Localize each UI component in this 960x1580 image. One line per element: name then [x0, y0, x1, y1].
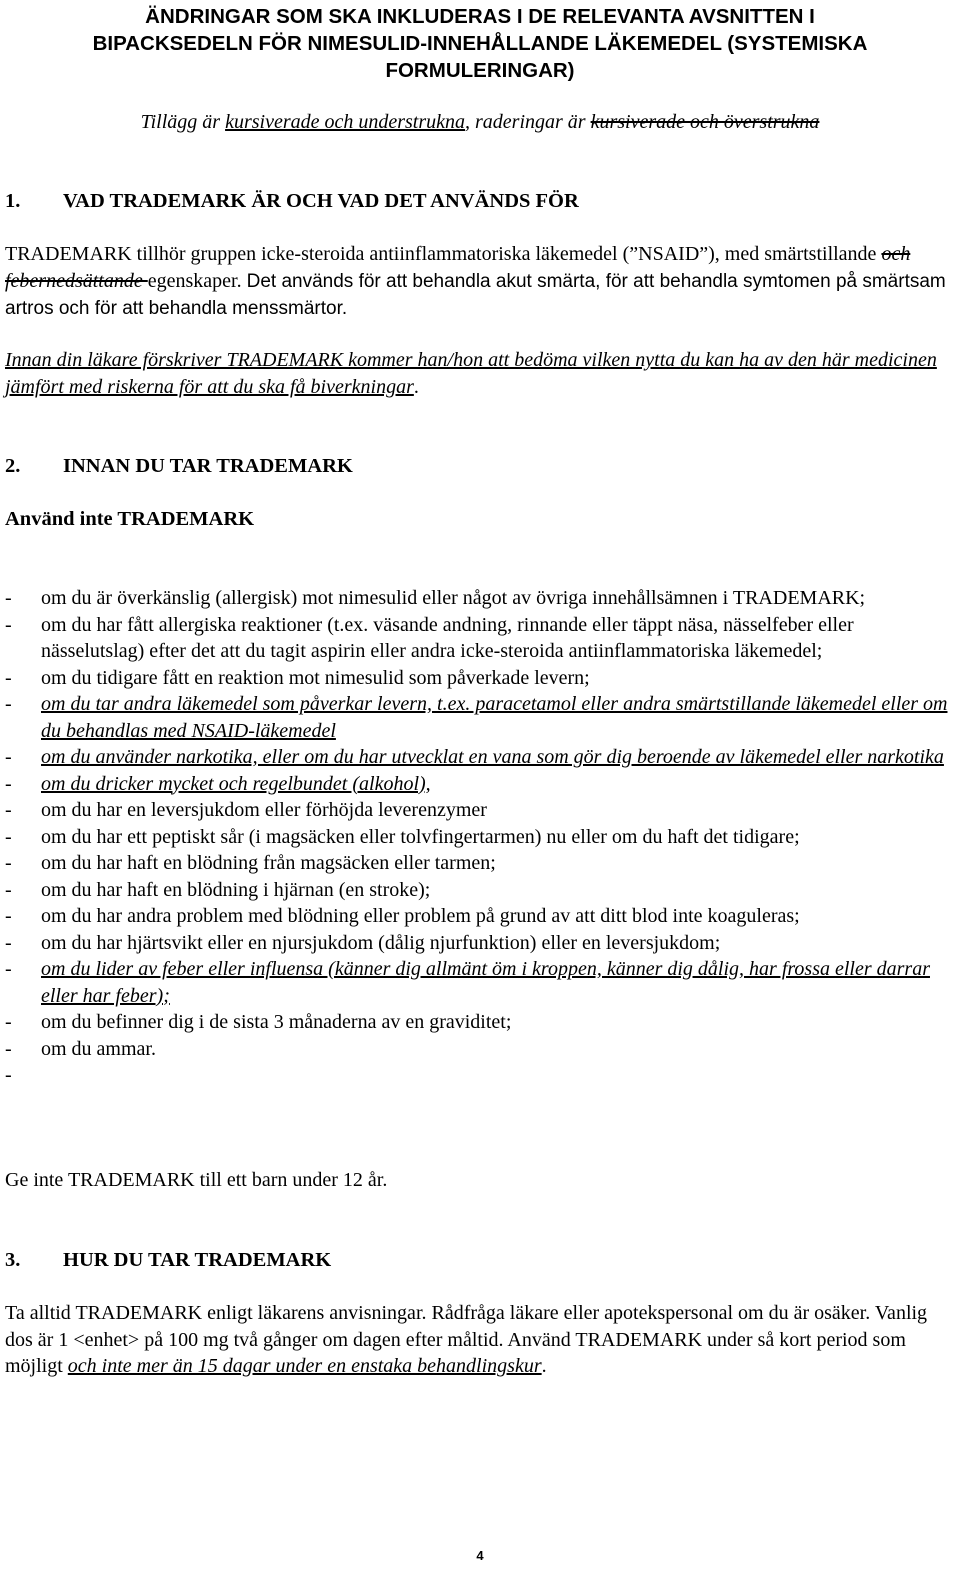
section-number: 2. [5, 455, 21, 477]
legend-prefix: Tillägg är [140, 111, 226, 133]
list-bullet: - [5, 799, 12, 821]
list-bullet: - [5, 905, 12, 927]
list-bullet: - [5, 825, 12, 848]
list-bullet: - [5, 772, 12, 795]
list-item [5, 691, 955, 744]
list-item-text: om du har haft en blödning i hjärnan (en stroke); [41, 878, 431, 901]
legend-deleted-sample: kursiverade och överstrukna [590, 111, 820, 133]
paragraph-text: TRADEMARK tillhör gruppen icke-steroida antiinflammatoriska läkemedel (”NSAID”), med smärtstillande [5, 243, 882, 265]
list-item [5, 956, 955, 1009]
list-item [5, 771, 955, 798]
list-bullet: - [5, 613, 12, 636]
list-item-text: om du har en leversjukdom eller förhöjda leverenzymer [41, 799, 487, 821]
title-line: FORMULERINGAR) [385, 59, 575, 82]
section-2-heading [5, 453, 955, 480]
list-item-text: om du har andra problem med blödning eller problem på grund av att ditt blod inte koaguleras; [41, 905, 800, 927]
paragraph-text: . [413, 375, 419, 398]
list-bullet: - [5, 746, 12, 768]
list-item [5, 850, 955, 877]
deleted-text: och febernedsättande [5, 243, 911, 292]
list-item [5, 824, 955, 851]
list-bullet: - [5, 931, 12, 954]
legend-added-sample: kursiverade och understrukna [225, 111, 466, 133]
list-item [5, 877, 955, 904]
section-3-heading [5, 1247, 955, 1274]
list-item [5, 797, 955, 824]
list-item-text: om du har ett peptiskt sår (i magsäcken eller tolvfingertarmen) nu eller om du haft det tidigare; [41, 825, 800, 848]
section-1-heading [5, 188, 955, 215]
children-note: Ge inte TRADEMARK till ett barn under 12 år. [5, 1169, 388, 1191]
document-title [0, 3, 960, 84]
title-line: BIPACKSEDELN FÖR NIMESULID-INNEHÅLLANDE LÄKEMEDEL (SYSTEMISKA [92, 32, 868, 55]
list-item [5, 903, 955, 930]
list-item-text: om du har hjärtsvikt eller en njursjukdom (dålig njurfunktion) eller en leversjukdom; [41, 931, 721, 954]
list-bullet: - [5, 852, 12, 874]
list-item [5, 744, 955, 771]
paragraph-text: Ta alltid TRADEMARK enligt läkarens anvisningar. Rådfråga läkare eller apotekspersonal om du är osäker. Vanlig dos är 1 <enhet> på 100 mg två gånger om dagen efter måltid. Använd TRADEMARK under så kort period som möjligt [5, 1302, 928, 1377]
section-number: 3. [5, 1249, 21, 1271]
page-number: 4 [476, 1548, 484, 1563]
contraindication-list [5, 585, 955, 1086]
list-bullet: - [5, 1011, 12, 1033]
list-bullet: - [5, 878, 12, 901]
section-3-paragraph [5, 1300, 955, 1380]
legend-middle: , raderingar är [465, 111, 591, 133]
section-title: HUR DU TAR TRADEMARK [63, 1249, 332, 1271]
list-item [5, 930, 955, 957]
added-text: om du tar andra läkemedel som påverkar levern, t.ex. paracetamol eller andra smärtstillande läkemedel eller om du behandlas med NSAID-läkemedel [41, 693, 948, 742]
added-text: Innan din läkare förskriver TRADEMARK kommer han/hon att bedöma vilken nytta du kan ha av den här medicinen jämfört med riskerna för att du ska få biverkningar [5, 349, 937, 398]
section-1-paragraph-1 [5, 241, 955, 323]
list-item-text: om du har haft en blödning från magsäcken eller tarmen; [41, 852, 496, 874]
list-bullet: - [5, 1037, 12, 1060]
title-line: ÄNDRINGAR SOM SKA INKLUDERAS I DE RELEVANTA AVSNITTEN I [145, 5, 815, 28]
list-bullet: - [5, 958, 12, 980]
section-1-paragraph-2 [5, 347, 955, 400]
added-text: om du dricker mycket och regelbundet (alkohol), [41, 772, 431, 795]
section-number: 1. [5, 190, 21, 212]
list-item-text: om du är överkänslig (allergisk) mot nimesulid eller något av övriga innehållsämnen i TRADEMARK; [41, 587, 866, 609]
list-item-text: om du befinner dig i de sista 3 månaderna av en graviditet; [41, 1011, 512, 1033]
paragraph-text: . [541, 1355, 547, 1377]
list-bullet: - [5, 587, 12, 609]
list-item [5, 612, 955, 665]
list-bullet: - [5, 666, 12, 689]
list-bullet: - [5, 693, 12, 715]
list-item-text: om du har fått allergiska reaktioner (t.ex. väsande andning, rinnande eller täppt näsa, nässelfeber eller nässelutslag) efter det att du tagit aspirin eller andra icke-steroida antiinflammatoriska läkemedel; [41, 613, 854, 662]
section-2-subheading: Använd inte TRADEMARK [5, 508, 255, 530]
list-item-text: om du ammar. [41, 1037, 156, 1060]
added-text: och inte mer än 15 dagar under en enstaka behandlingskur [67, 1355, 542, 1377]
added-text: om du lider av feber eller influensa (känner dig allmänt öm i kroppen, känner dig dålig, har frossa eller darrar eller har feber); [41, 958, 930, 1007]
paragraph-text: Det används för att behandla akut smärta, för att behandla symtomen på smärtsam artros och för att behandla menssmärtor. [5, 270, 946, 319]
list-item [5, 1009, 955, 1036]
added-text: om du använder narkotika, eller om du har utvecklat en vana som gör dig beroende av läkemedel eller narkotika [41, 746, 944, 768]
list-item [5, 585, 955, 612]
section-title: VAD TRADEMARK ÄR OCH VAD DET ANVÄNDS FÖR [63, 190, 579, 212]
list-item [5, 665, 955, 692]
section-title: INNAN DU TAR TRADEMARK [63, 455, 353, 477]
revision-legend [0, 109, 960, 136]
list-item-text: om du tidigare fått en reaktion mot nimesulid som påverkade levern; [41, 666, 590, 689]
list-item [5, 1036, 955, 1063]
list-bullet: - [5, 1064, 12, 1086]
paragraph-text: egenskaper. [147, 269, 247, 292]
